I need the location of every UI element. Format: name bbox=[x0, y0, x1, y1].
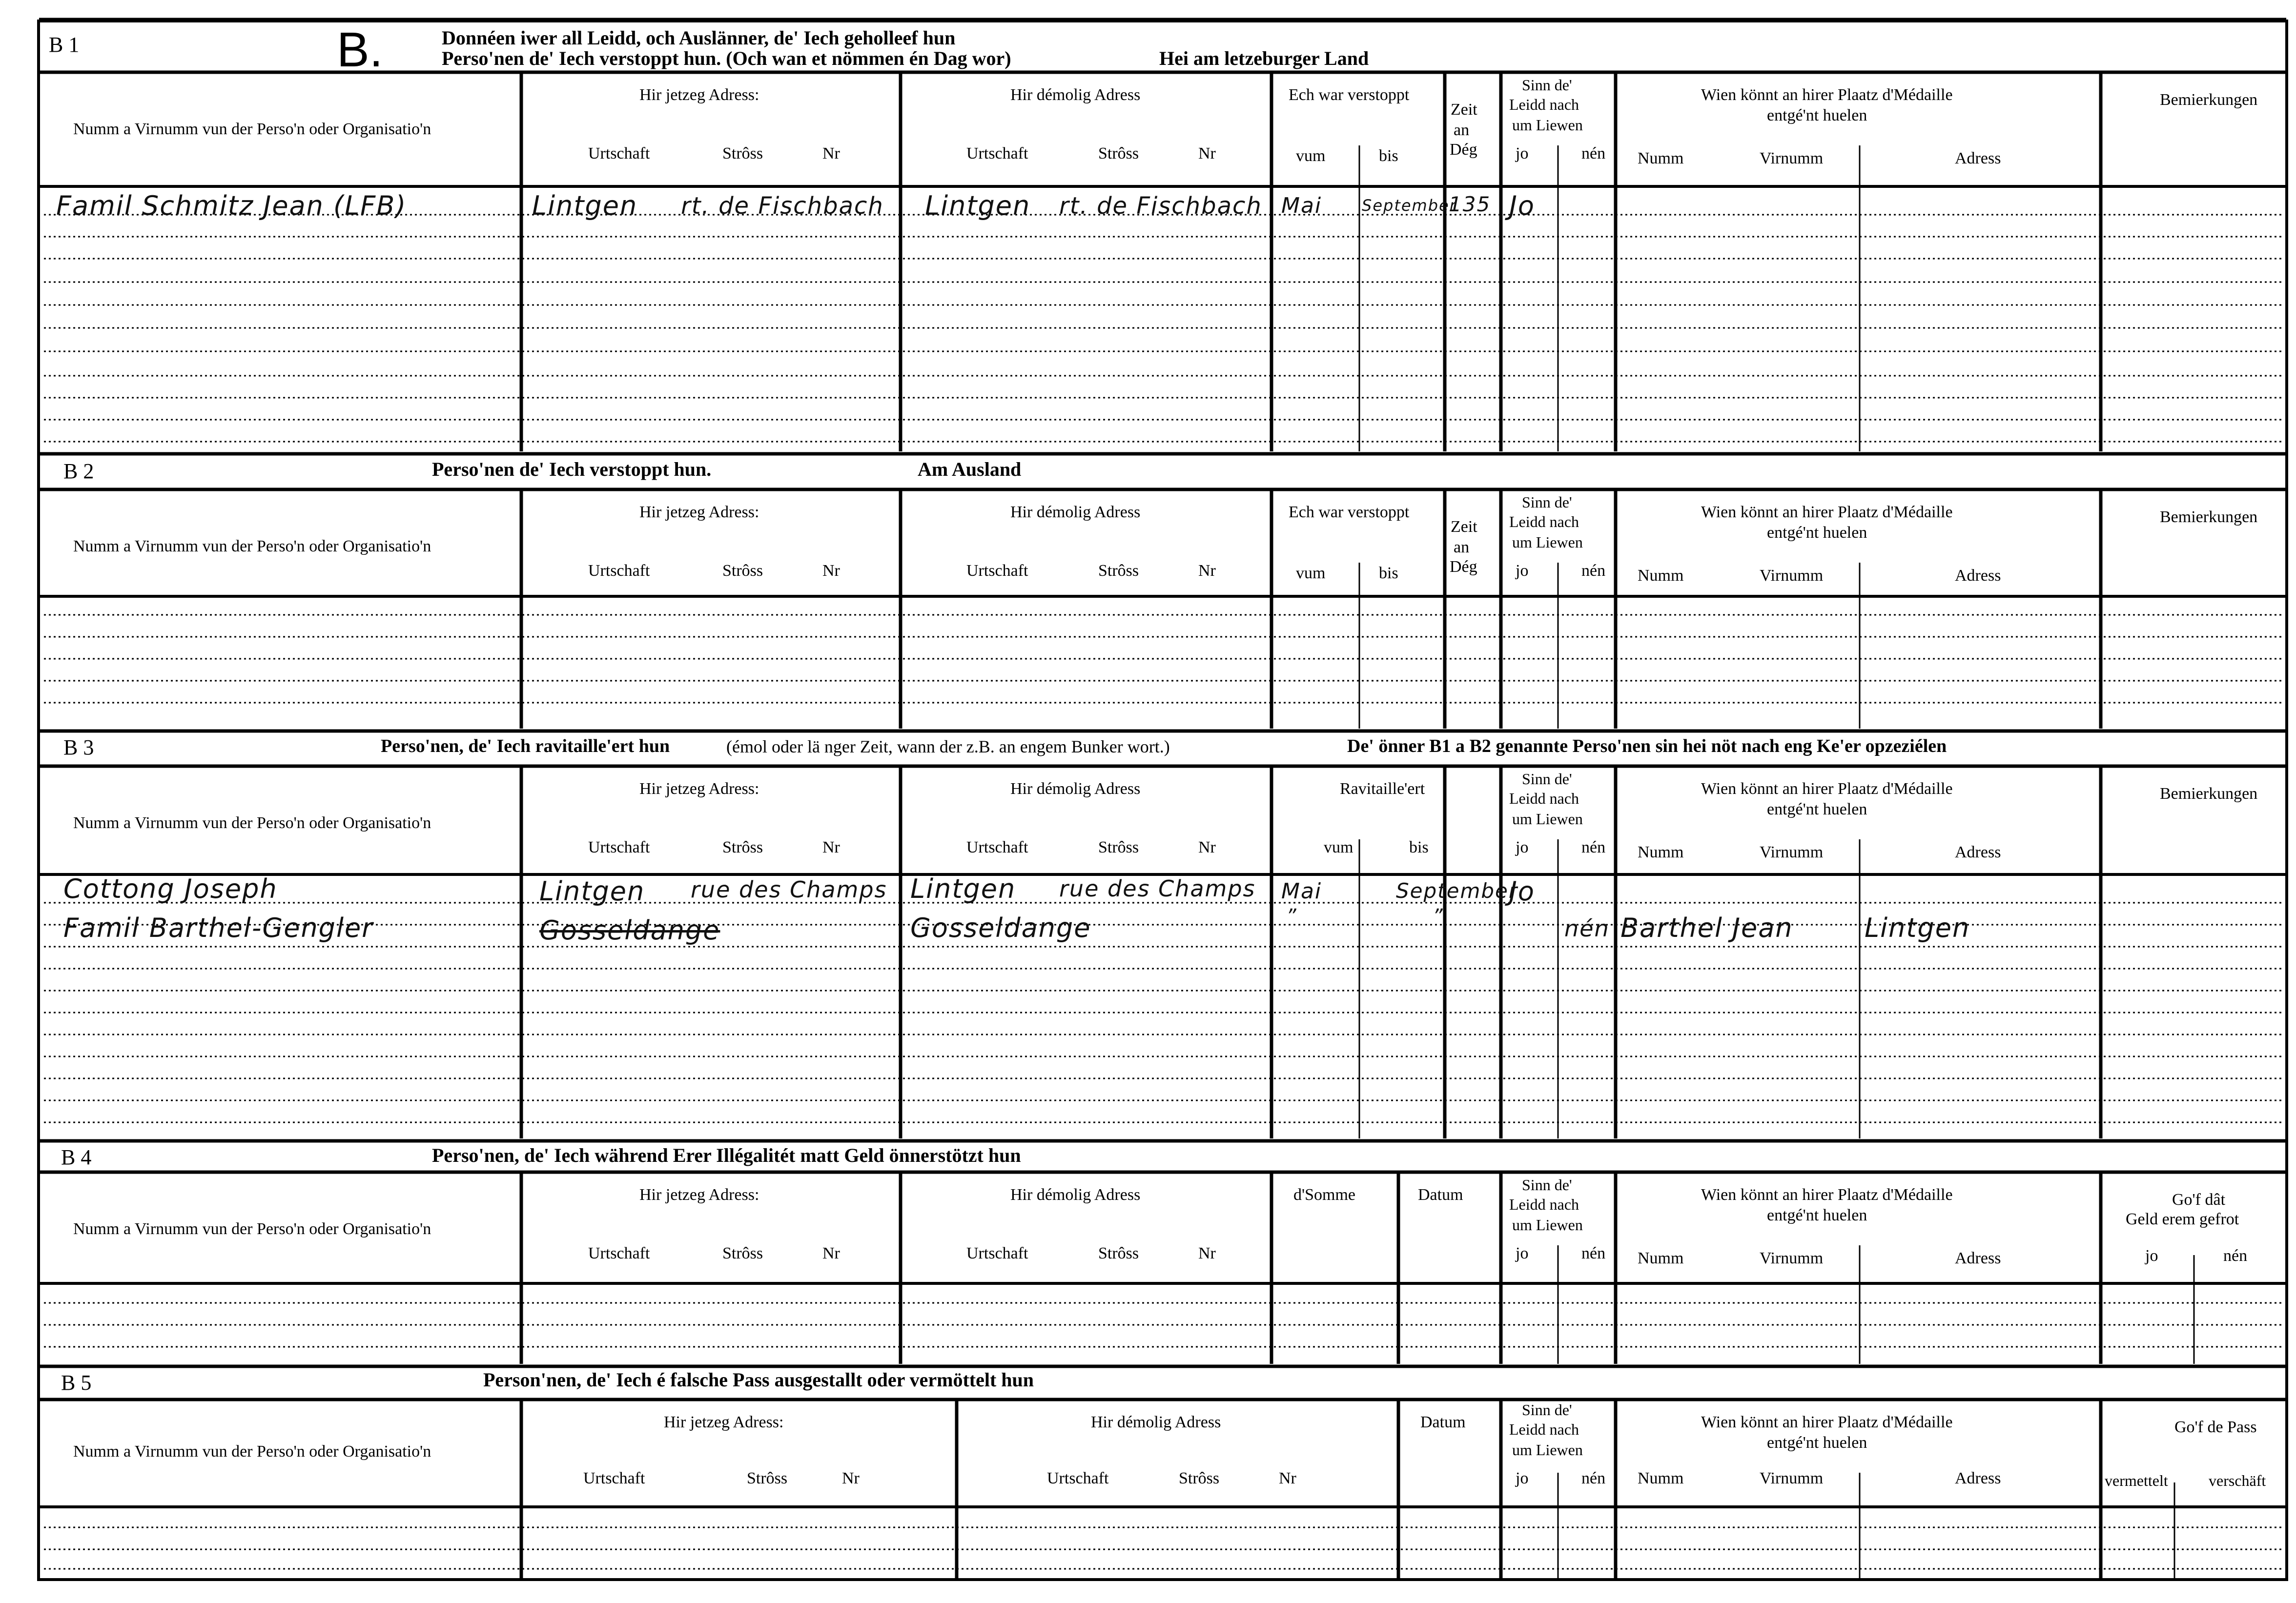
b4-header-alive-3: um Liewen bbox=[1512, 1216, 1583, 1234]
section-title-b2: Perso'nen de' Iech verstoppt hun. bbox=[432, 458, 712, 480]
b4-header-money-1: Go'f dât bbox=[2172, 1191, 2226, 1209]
b2-header-current-street: Strôss bbox=[722, 562, 763, 580]
b5-header-current-street: Strôss bbox=[747, 1469, 788, 1487]
b3-header-firstname: Virnumm bbox=[1760, 843, 1824, 861]
b1-entry-name: Famil Schmitz Jean (LFB) bbox=[56, 190, 407, 221]
b1-header-yes: jo bbox=[1516, 144, 1529, 162]
section-id-b4: B 4 bbox=[61, 1145, 92, 1169]
b5-header-surname: Numm bbox=[1638, 1469, 1684, 1487]
b5-header-current-address: Hir jetzeg Adress: bbox=[664, 1413, 784, 1431]
b2-header-medal-1: Wien könnt an hirer Plaatz d'Médaille bbox=[1701, 503, 1953, 521]
b2-header-former-street: Strôss bbox=[1098, 562, 1139, 580]
b3-header-medal-1: Wien könnt an hirer Plaatz d'Médaille bbox=[1701, 780, 1953, 798]
b3-header-current-address: Hir jetzeg Adress: bbox=[639, 780, 759, 798]
b4-header-current-street: Strôss bbox=[722, 1244, 763, 1262]
b1-entry-from: Mai bbox=[1281, 193, 1322, 218]
b2-header-former-address: Hir démolig Adress bbox=[1010, 503, 1141, 521]
b3-entry1-to: September bbox=[1396, 879, 1518, 903]
b2-header-current-address: Hir jetzeg Adress: bbox=[639, 503, 759, 521]
b5-header-name: Numm a Virnumm vun der Perso'n oder Organisatio'n bbox=[73, 1442, 431, 1461]
b1-header-name: Numm a Virnumm vun der Perso'n oder Organisatio'n bbox=[73, 120, 431, 138]
b3-header-from: vum bbox=[1324, 838, 1353, 856]
b4-header-current-nr: Nr bbox=[822, 1244, 840, 1262]
b3-header-former-nr: Nr bbox=[1198, 838, 1216, 856]
b5-header-current-nr: Nr bbox=[842, 1469, 860, 1487]
b1-header-former-town: Urtschaft bbox=[966, 144, 1028, 162]
b3-entry1-current-street: rue des Champs bbox=[691, 876, 887, 903]
b5-header-medal-2: entgé'nt huelen bbox=[1767, 1434, 1867, 1452]
b5-header-firstname: Virnumm bbox=[1760, 1469, 1824, 1487]
b1-header-alive-3: um Liewen bbox=[1512, 116, 1583, 134]
b1-header-firstname: Virnumm bbox=[1760, 149, 1824, 167]
b3-header-yes: jo bbox=[1516, 838, 1529, 856]
b1-header-current-nr: Nr bbox=[822, 144, 840, 162]
b5-header-issued: verschäft bbox=[2209, 1472, 2266, 1489]
b2-header-former-town: Urtschaft bbox=[966, 562, 1028, 580]
b1-header-current-town: Urtschaft bbox=[588, 144, 650, 162]
b4-header-medal-2: entgé'nt huelen bbox=[1767, 1206, 1867, 1224]
b2-header-address: Adress bbox=[1955, 567, 2001, 585]
section-title-b2-location: Am Ausland bbox=[918, 458, 1022, 480]
b1-header-address: Adress bbox=[1955, 149, 2001, 167]
b3-header-name: Numm a Virnumm vun der Perso'n oder Organisatio'n bbox=[73, 814, 431, 832]
b1-header-current-street: Strôss bbox=[722, 144, 763, 162]
b3-header-alive-1: Sinn de' bbox=[1522, 770, 1572, 788]
b3-header-supplied: Ravitaille'ert bbox=[1340, 780, 1425, 798]
b3-header-current-street: Strôss bbox=[722, 838, 763, 856]
b3-header-former-address: Hir démolig Adress bbox=[1010, 780, 1141, 798]
b1-header-no: nén bbox=[1581, 144, 1606, 162]
b4-header-medal-1: Wien könnt an hirer Plaatz d'Médaille bbox=[1701, 1186, 1953, 1204]
b5-header-former-address: Hir démolig Adress bbox=[1091, 1413, 1221, 1431]
b3-entry1-alive: Jo bbox=[1509, 876, 1535, 907]
b2-header-duration-1: Zeit bbox=[1451, 518, 1477, 536]
b1-header-duration-3: Dég bbox=[1450, 141, 1477, 159]
b3-header-remarks: Bemierkungen bbox=[2160, 785, 2258, 803]
b2-header-from: vum bbox=[1296, 564, 1326, 582]
section-id-b5: B 5 bbox=[61, 1371, 92, 1395]
b5-header-alive-1: Sinn de' bbox=[1522, 1401, 1572, 1419]
b2-header-current-town: Urtschaft bbox=[588, 562, 650, 580]
b1-entry-alive: Jo bbox=[1509, 190, 1535, 221]
b4-header-former-town: Urtschaft bbox=[966, 1244, 1028, 1262]
b4-header-current-address: Hir jetzeg Adress: bbox=[639, 1186, 759, 1204]
b4-header-alive-1: Sinn de' bbox=[1522, 1176, 1572, 1194]
b3-entry2-to: ” bbox=[1433, 905, 1444, 928]
form-letter: B. bbox=[337, 22, 383, 77]
b2-header-alive-2: Leidd nach bbox=[1509, 513, 1579, 530]
b1-header-medal-2: entgé'nt huelen bbox=[1767, 106, 1867, 124]
b1-header-medal-1: Wien könnt an hirer Plaatz d'Médaille bbox=[1701, 86, 1953, 104]
b4-header-no: nén bbox=[1581, 1244, 1606, 1262]
b2-header-current-nr: Nr bbox=[822, 562, 840, 580]
b4-header-current-town: Urtschaft bbox=[588, 1244, 650, 1262]
b4-header-former-street: Strôss bbox=[1098, 1244, 1139, 1262]
b3-entry2-current-town: Gosseldange bbox=[539, 915, 720, 946]
section-title-b1-line1: Donnéen iwer all Leidd, och Auslänner, de' Iech geholleef hun bbox=[442, 27, 956, 49]
b4-header-money-yes: jo bbox=[2145, 1247, 2158, 1265]
b3-header-current-town: Urtschaft bbox=[588, 838, 650, 856]
b3-entry2-former-town: Gosseldange bbox=[910, 913, 1091, 943]
b5-header-current-town: Urtschaft bbox=[583, 1469, 645, 1487]
b3-entry2-medal-name: Barthel Jean bbox=[1620, 913, 1793, 943]
b3-header-address: Adress bbox=[1955, 843, 2001, 861]
b3-entry1-former-town: Lintgen bbox=[910, 873, 1016, 904]
b2-header-former-nr: Nr bbox=[1198, 562, 1216, 580]
b5-header-pass: Go'f de Pass bbox=[2174, 1418, 2257, 1436]
b4-header-former-address: Hir démolig Adress bbox=[1010, 1186, 1141, 1204]
b1-header-current-address: Hir jetzeg Adress: bbox=[639, 86, 759, 104]
b5-header-mediated: vermettelt bbox=[2105, 1472, 2168, 1489]
section-title-b4: Perso'nen, de' Iech während Erer Illégalitét matt Geld önnerstötzt hun bbox=[432, 1144, 1021, 1166]
b5-header-date: Datum bbox=[1420, 1413, 1466, 1431]
b5-header-former-town: Urtschaft bbox=[1047, 1469, 1109, 1487]
b1-entry-days: 135 bbox=[1449, 192, 1491, 216]
b2-header-medal-2: entgé'nt huelen bbox=[1767, 524, 1867, 542]
section-title-b1-line3: Hei am letzeburger Land bbox=[1159, 47, 1369, 69]
b4-header-yes: jo bbox=[1516, 1244, 1529, 1262]
b1-entry-to: September bbox=[1362, 196, 1457, 215]
b2-header-alive-3: um Liewen bbox=[1512, 533, 1583, 551]
b3-header-to: bis bbox=[1409, 838, 1429, 856]
b5-header-yes: jo bbox=[1516, 1469, 1529, 1487]
b3-entry1-from: Mai bbox=[1281, 879, 1322, 904]
section-id-b1: B 1 bbox=[49, 33, 80, 57]
b5-header-former-nr: Nr bbox=[1279, 1469, 1296, 1487]
section-id-b3: B 3 bbox=[63, 735, 94, 759]
b5-header-former-street: Strôss bbox=[1179, 1469, 1220, 1487]
b4-header-firstname: Virnumm bbox=[1760, 1249, 1824, 1267]
b1-entry-current-town: Lintgen bbox=[532, 190, 638, 221]
b5-header-no: nén bbox=[1581, 1469, 1606, 1487]
b3-entry2-from: ” bbox=[1286, 905, 1297, 928]
b4-header-name: Numm a Virnumm vun der Perso'n oder Organisatio'n bbox=[73, 1220, 431, 1238]
b1-header-alive-2: Leidd nach bbox=[1509, 96, 1579, 113]
b3-entry1-current-town: Lintgen bbox=[539, 876, 645, 907]
b4-header-surname: Numm bbox=[1638, 1249, 1684, 1267]
b3-entry1-former-street: rue des Champs bbox=[1059, 875, 1256, 902]
b3-header-current-nr: Nr bbox=[822, 838, 840, 856]
b4-header-sum: d'Somme bbox=[1293, 1186, 1356, 1204]
b1-entry-former-street: rt. de Fischbach bbox=[1059, 192, 1262, 220]
section-title-b3: Perso'nen, de' Iech ravitaille'ert hun bbox=[381, 736, 670, 756]
b3-header-former-town: Urtschaft bbox=[966, 838, 1028, 856]
b3-header-medal-2: entgé'nt huelen bbox=[1767, 800, 1867, 818]
b1-header-remarks: Bemierkungen bbox=[2160, 91, 2258, 109]
b3-header-former-street: Strôss bbox=[1098, 838, 1139, 856]
section-id-b2: B 2 bbox=[63, 459, 94, 483]
b4-header-alive-2: Leidd nach bbox=[1509, 1196, 1579, 1213]
b5-header-medal-1: Wien könnt an hirer Plaatz d'Médaille bbox=[1701, 1413, 1953, 1431]
b3-header-alive-2: Leidd nach bbox=[1509, 790, 1579, 807]
b4-header-address: Adress bbox=[1955, 1249, 2001, 1267]
b1-header-hidden: Ech war verstoppt bbox=[1289, 86, 1410, 104]
b1-header-former-address: Hir démolig Adress bbox=[1010, 86, 1141, 104]
b2-header-hidden: Ech war verstoppt bbox=[1289, 503, 1410, 521]
b3-entry2-name: Famil Barthel-Gengler bbox=[63, 913, 374, 943]
b2-header-duration-2: an bbox=[1454, 538, 1470, 556]
b1-header-former-nr: Nr bbox=[1198, 144, 1216, 162]
b5-header-alive-3: um Liewen bbox=[1512, 1441, 1583, 1459]
b3-header-surname: Numm bbox=[1638, 843, 1684, 861]
b4-header-date: Datum bbox=[1418, 1186, 1463, 1204]
b4-header-money-2: Geld erem gefrot bbox=[2126, 1210, 2239, 1228]
b2-header-remarks: Bemierkungen bbox=[2160, 508, 2258, 526]
b3-header-alive-3: um Liewen bbox=[1512, 810, 1583, 828]
b1-header-from: vum bbox=[1296, 147, 1326, 165]
b5-header-address: Adress bbox=[1955, 1469, 2001, 1487]
b2-header-yes: jo bbox=[1516, 562, 1529, 580]
b2-header-alive-1: Sinn de' bbox=[1522, 493, 1572, 511]
b5-header-alive-2: Leidd nach bbox=[1509, 1420, 1579, 1438]
b1-header-to: bis bbox=[1379, 147, 1398, 165]
section-title-b3-exclusion: De' önner B1 a B2 genannte Perso'nen sin hei nöt nach eng Ke'er opzeziélen bbox=[1347, 736, 1947, 756]
b1-header-former-street: Strôss bbox=[1098, 144, 1139, 162]
b2-header-surname: Numm bbox=[1638, 567, 1684, 585]
b1-header-duration-1: Zeit bbox=[1451, 101, 1477, 119]
b1-header-duration-2: an bbox=[1454, 121, 1470, 139]
b2-header-to: bis bbox=[1379, 564, 1398, 582]
b2-header-duration-3: Dég bbox=[1450, 558, 1477, 576]
b3-entry1-name: Cottong Joseph bbox=[63, 873, 278, 904]
b3-entry2-medal-address: Lintgen bbox=[1865, 913, 1970, 943]
section-title-b3-note: (émol oder lä nger Zeit, wann der z.B. an engem Bunker wort.) bbox=[726, 737, 1170, 756]
b3-entry2-alive: nén bbox=[1564, 915, 1610, 942]
b1-entry-current-street: rt. de Fischbach bbox=[681, 192, 884, 220]
b3-header-no: nén bbox=[1581, 838, 1606, 856]
b4-header-money-no: nén bbox=[2223, 1247, 2248, 1265]
b1-header-alive-1: Sinn de' bbox=[1522, 76, 1572, 94]
b2-header-name: Numm a Virnumm vun der Perso'n oder Organisatio'n bbox=[73, 537, 431, 555]
b1-header-surname: Numm bbox=[1638, 149, 1684, 167]
b2-header-no: nén bbox=[1581, 562, 1606, 580]
b1-entry-former-town: Lintgen bbox=[925, 190, 1031, 221]
section-title-b1-line2: Perso'nen de' Iech verstoppt hun. (Och wan et nömmen én Dag wor) bbox=[442, 47, 1011, 69]
b4-header-former-nr: Nr bbox=[1198, 1244, 1216, 1262]
section-title-b5: Person'nen, de' Iech é falsche Pass ausgestallt oder vermöttelt hun bbox=[483, 1369, 1034, 1391]
b2-header-firstname: Virnumm bbox=[1760, 567, 1824, 585]
